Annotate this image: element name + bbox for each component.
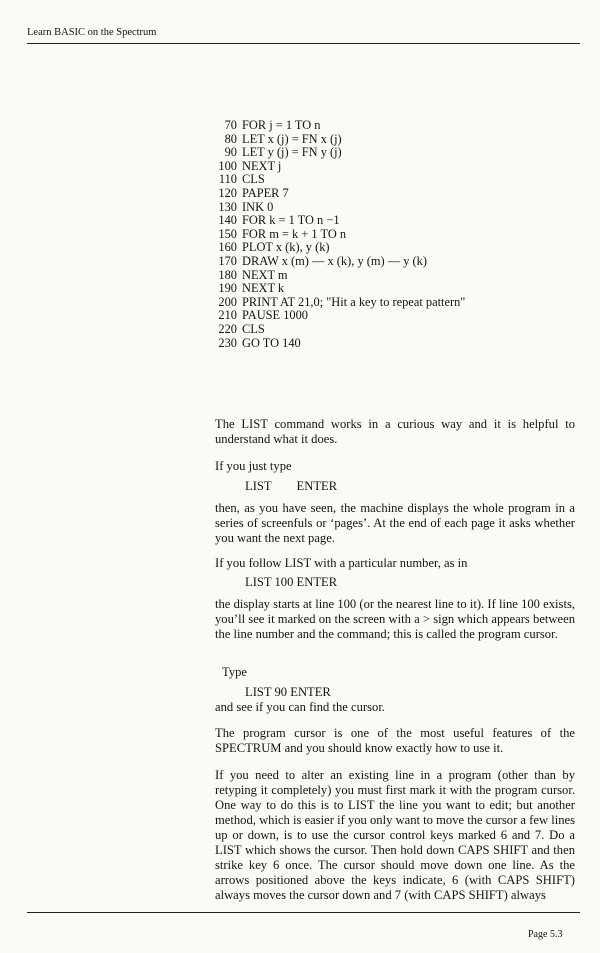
line-number: 200 (218, 294, 237, 309)
line-code: NEXT m (242, 267, 288, 282)
line-number: 230 (218, 335, 237, 350)
line-number: 130 (218, 199, 237, 214)
line-code: PAPER 7 (242, 185, 289, 200)
line-code: CLS (242, 321, 265, 336)
paragraph-find-cursor: and see if you can find the cursor. (215, 700, 385, 714)
paragraph-type-prompt: If you just type (215, 459, 292, 473)
line-code: PLOT x (k), y (k) (242, 240, 330, 255)
listing-line (214, 119, 465, 133)
line-number: 140 (218, 213, 237, 228)
line-code: FOR j = 1 TO n (242, 118, 321, 132)
line-code: FOR k = 1 TO n −1 (242, 213, 340, 228)
line-code: GO TO 140 (242, 335, 301, 350)
line-number: 210 (218, 308, 237, 323)
listing-line (214, 323, 465, 337)
paragraph-list-number: If you follow LIST with a particular number, as in (215, 556, 468, 570)
command-list-100: LIST 100 ENTER (245, 575, 338, 589)
line-number: 120 (218, 185, 237, 200)
listing-line (214, 255, 465, 269)
command-list-enter: LIST ENTER (245, 479, 338, 493)
listing-line (214, 133, 465, 147)
listing-line (214, 269, 465, 283)
listing-line (214, 187, 465, 201)
listing-line (214, 296, 465, 310)
listing-line (214, 228, 465, 242)
line-number: 160 (218, 240, 237, 255)
listing-line (214, 201, 465, 215)
line-code: FOR m = k + 1 TO n (242, 226, 347, 241)
line-code: PAUSE 1000 (242, 308, 308, 323)
listing-line (214, 160, 465, 174)
footer-rule (27, 912, 580, 913)
line-number: 80 (224, 131, 237, 146)
line-number: 70 (224, 118, 237, 132)
listing-line (214, 282, 465, 296)
listing-line (214, 173, 465, 187)
page-number: Page 5.3 (528, 929, 563, 940)
program-listing (214, 119, 465, 350)
paragraph-pages: then, as you have seen, the machine displays the whole program in a series of screenfuls or ‘pages’. At the end of each page it asks whether you want the next page. (215, 501, 575, 545)
line-code: LET x (j) = FN x (j) (242, 131, 342, 146)
line-code: LET y (j) = FN y (j) (242, 145, 342, 160)
listing-line (214, 309, 465, 323)
type-label: Type (222, 665, 247, 679)
paragraph-list-intro: The LIST command works in a curious way and it is helpful to understand what it does. (215, 417, 575, 446)
line-number: 110 (218, 172, 237, 187)
line-number: 150 (218, 226, 237, 241)
paragraph-program-cursor: the display starts at line 100 (or the nearest line to it). If line 100 exists, you’ll see it marked on the screen with a > sign which appears between the line number and the command; this is called the program cursor. (215, 597, 575, 641)
paragraph-cursor-features: The program cursor is one of the most useful features of the SPECTRUM and you should know exactly how to use it. (215, 726, 575, 755)
line-code: NEXT j (242, 158, 282, 173)
header-rule (27, 43, 580, 44)
line-code: NEXT k (242, 281, 285, 296)
line-number: 170 (218, 253, 237, 268)
line-number: 190 (218, 281, 237, 296)
line-number: 180 (218, 267, 237, 282)
listing-line (214, 241, 465, 255)
command-list-90: LIST 90 ENTER (245, 685, 331, 699)
line-number: 220 (218, 321, 237, 336)
listing-line (214, 337, 465, 351)
line-number: 100 (218, 158, 237, 173)
line-number: 90 (224, 145, 237, 160)
listing-line (214, 214, 465, 228)
running-head: Learn BASIC on the Spectrum (27, 27, 157, 38)
line-code: CLS (242, 172, 265, 187)
line-code: INK 0 (242, 199, 274, 214)
line-code: PRINT AT 21,0; "Hit a key to repeat pattern" (242, 294, 466, 309)
line-code: DRAW x (m) — x (k), y (m) — y (k) (242, 253, 427, 268)
paragraph-editing: If you need to alter an existing line in a program (other than by retyping it completely) you must first mark it with the program cursor. One way to do this is to LIST the line you want to edit; but another method, which is easier if you only want to move the cursor a few lines up or down, is to use the cursor control keys marked 6 and 7. Do a LIST which shows the cursor. Then hold down CAPS SHIFT and then strike key 6 once. The cursor should move down one line. As the arrows positioned above the keys indicate, 6 (with CAPS SHIFT) always moves the cursor down and 7 (with CAPS SHIFT) always (215, 768, 575, 902)
listing-line (214, 146, 465, 160)
